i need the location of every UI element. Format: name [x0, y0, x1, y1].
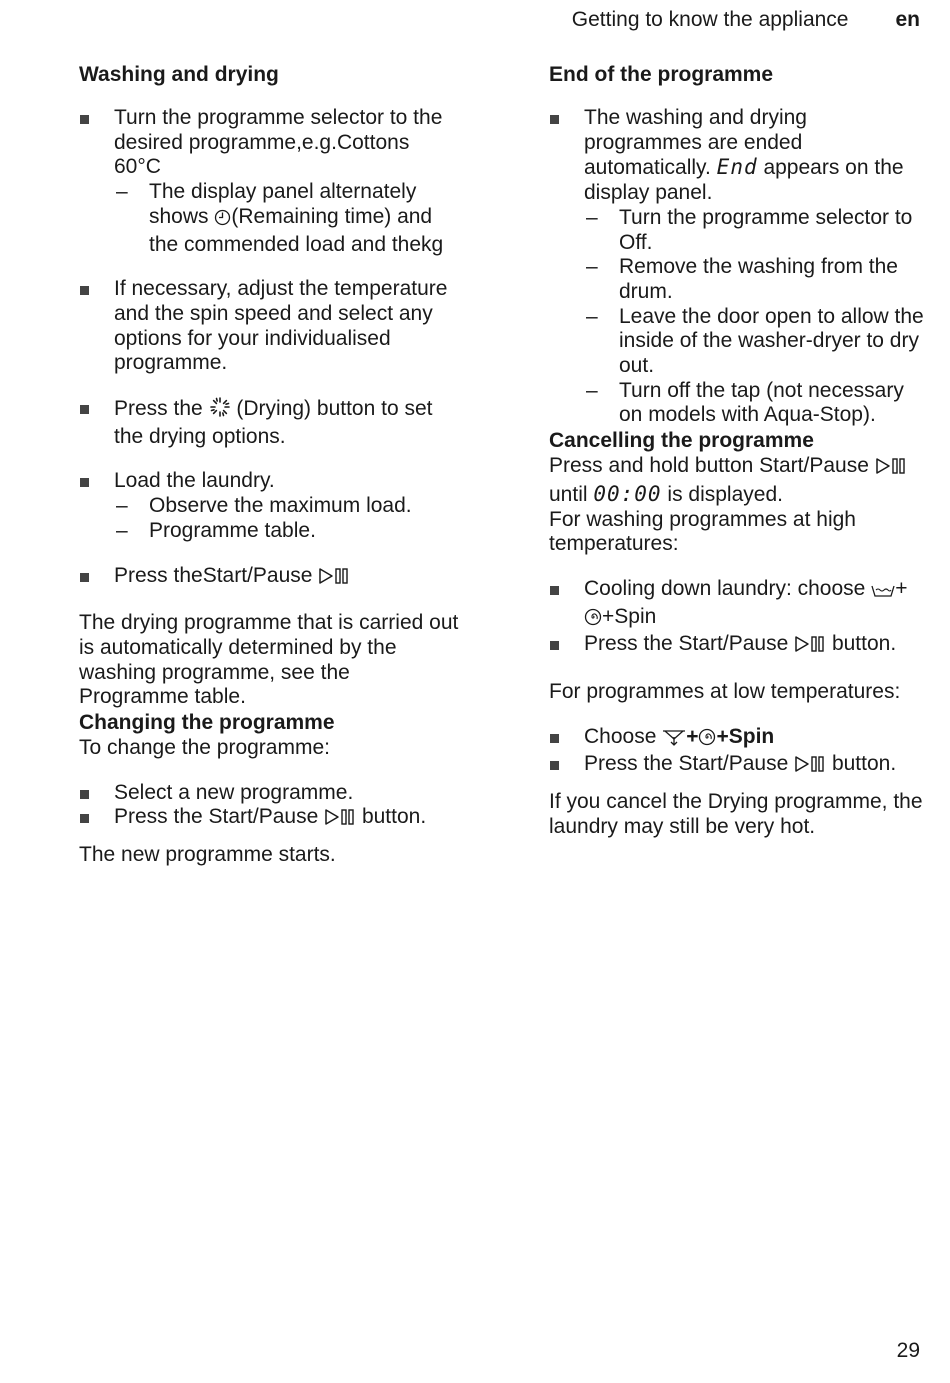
drying-note: The drying programme that is carried out is automatically determined by the washing programme, see the Programme table.: [79, 611, 459, 709]
step-text: If necessary, adjust the temperature and the spin speed and select any options for your individualised programme.: [114, 277, 448, 375]
sub-list: [114, 494, 459, 543]
start-pause-icon: [794, 755, 826, 780]
start-pause-icon: [318, 567, 350, 592]
step-text: Press theStart/Pause: [114, 563, 319, 587]
step-text: Press the Start/Pause: [114, 805, 325, 829]
section-title: Getting to know the appliance: [571, 8, 849, 31]
change-steps-list: [79, 781, 459, 833]
list-item: [79, 396, 459, 449]
hot-laundry-warning: If you cancel the Drying programme, the laundry may still be very hot.: [549, 790, 923, 838]
right-column: [549, 62, 924, 840]
sub-list-item: – Observe the maximum load.: [114, 494, 459, 519]
list-item: [79, 277, 459, 376]
list-item: [79, 106, 459, 257]
step-text: button.: [826, 632, 897, 656]
sub-list-item: – Leave the door open to allow the inside of the washer-dryer to dry out.: [584, 305, 924, 379]
start-pause-icon: [794, 635, 826, 660]
step-text: button.: [826, 752, 897, 776]
cancel-text: is displayed.: [661, 482, 783, 506]
list-item: Select a new programme.: [79, 781, 459, 806]
list-item: [79, 469, 459, 543]
washing-drying-heading: Washing and drying: [79, 63, 279, 86]
language-code: en: [895, 8, 920, 31]
step-text: Choose: [584, 724, 663, 748]
step-text: Load the laundry.: [114, 469, 275, 493]
clock-icon: [214, 208, 231, 233]
step-text: appears on the display panel.: [584, 156, 904, 205]
start-pause-icon: [324, 808, 356, 833]
drying-icon: [209, 396, 231, 425]
washing-steps-list: [79, 106, 459, 591]
end-programme-heading: End of the programme: [549, 63, 774, 86]
list-item: [549, 725, 924, 753]
new-programme-note: The new programme starts.: [79, 843, 336, 867]
sub-text: (Remaining time) and the commended load and thekg: [149, 204, 444, 256]
step-text: +Spin: [716, 724, 775, 748]
step-text: Press the Start/Pause: [584, 752, 795, 776]
spin-icon: [584, 608, 602, 633]
list-item: [549, 632, 924, 660]
sub-list-item: – Turn off the tap (not necessary on models with Aqua-Stop).: [584, 379, 924, 428]
cancel-instruction: [549, 454, 924, 507]
cancelling-programme-heading: Cancelling the programme: [549, 429, 814, 453]
list-item: [549, 752, 924, 780]
sub-list-item: – Remove the washing from the drum.: [584, 255, 924, 304]
step-text: The washing and drying programmes are ended automatically.: [584, 106, 807, 180]
sub-list: [114, 180, 459, 257]
step-text: +Spin: [602, 604, 657, 628]
end-steps-list: [549, 106, 924, 428]
spin-icon: [698, 728, 716, 753]
drain-icon: [662, 728, 686, 753]
low-temp-intro: For programmes at low temperatures:: [549, 680, 901, 704]
sub-list-item: [114, 180, 459, 257]
page-header: [572, 8, 920, 32]
left-column: [79, 62, 459, 868]
cancel-text: Press and hold button Start/Pause: [549, 454, 875, 478]
list-item: [549, 106, 924, 428]
high-temp-list: [549, 577, 924, 660]
step-text: Cooling down laundry: choose: [584, 576, 872, 600]
sub-list: [584, 206, 924, 428]
sub-text: The display panel alternately shows: [149, 180, 417, 228]
display-end-text: End: [716, 155, 758, 180]
step-text: Press the Start/Pause: [584, 632, 795, 656]
display-zero-text: 00:00: [593, 481, 662, 506]
step-text: Turn the programme selector to the desired programme,e.g.Cottons 60°C: [114, 106, 443, 179]
step-text: (Drying) button to set the drying options.: [114, 397, 433, 448]
cancel-text: until: [549, 482, 594, 506]
sub-list-item: – Turn the programme selector to Off.: [584, 206, 924, 255]
list-item: [549, 577, 924, 632]
step-text: +: [895, 576, 908, 600]
list-item: [79, 805, 459, 833]
start-pause-icon: [875, 457, 907, 482]
step-text: +: [686, 724, 699, 748]
list-item: [79, 564, 459, 592]
step-text: Press the: [114, 397, 209, 421]
change-intro: To change the programme:: [79, 736, 330, 760]
sub-list-item: – Programme table.: [114, 519, 459, 544]
high-temp-intro: For washing programmes at high temperatures:: [549, 507, 856, 556]
changing-programme-heading: Changing the programme: [79, 711, 335, 735]
page-number: 29: [896, 1339, 920, 1362]
step-text: button.: [356, 805, 427, 829]
cool-water-icon: [871, 580, 895, 605]
low-temp-list: [549, 725, 924, 780]
